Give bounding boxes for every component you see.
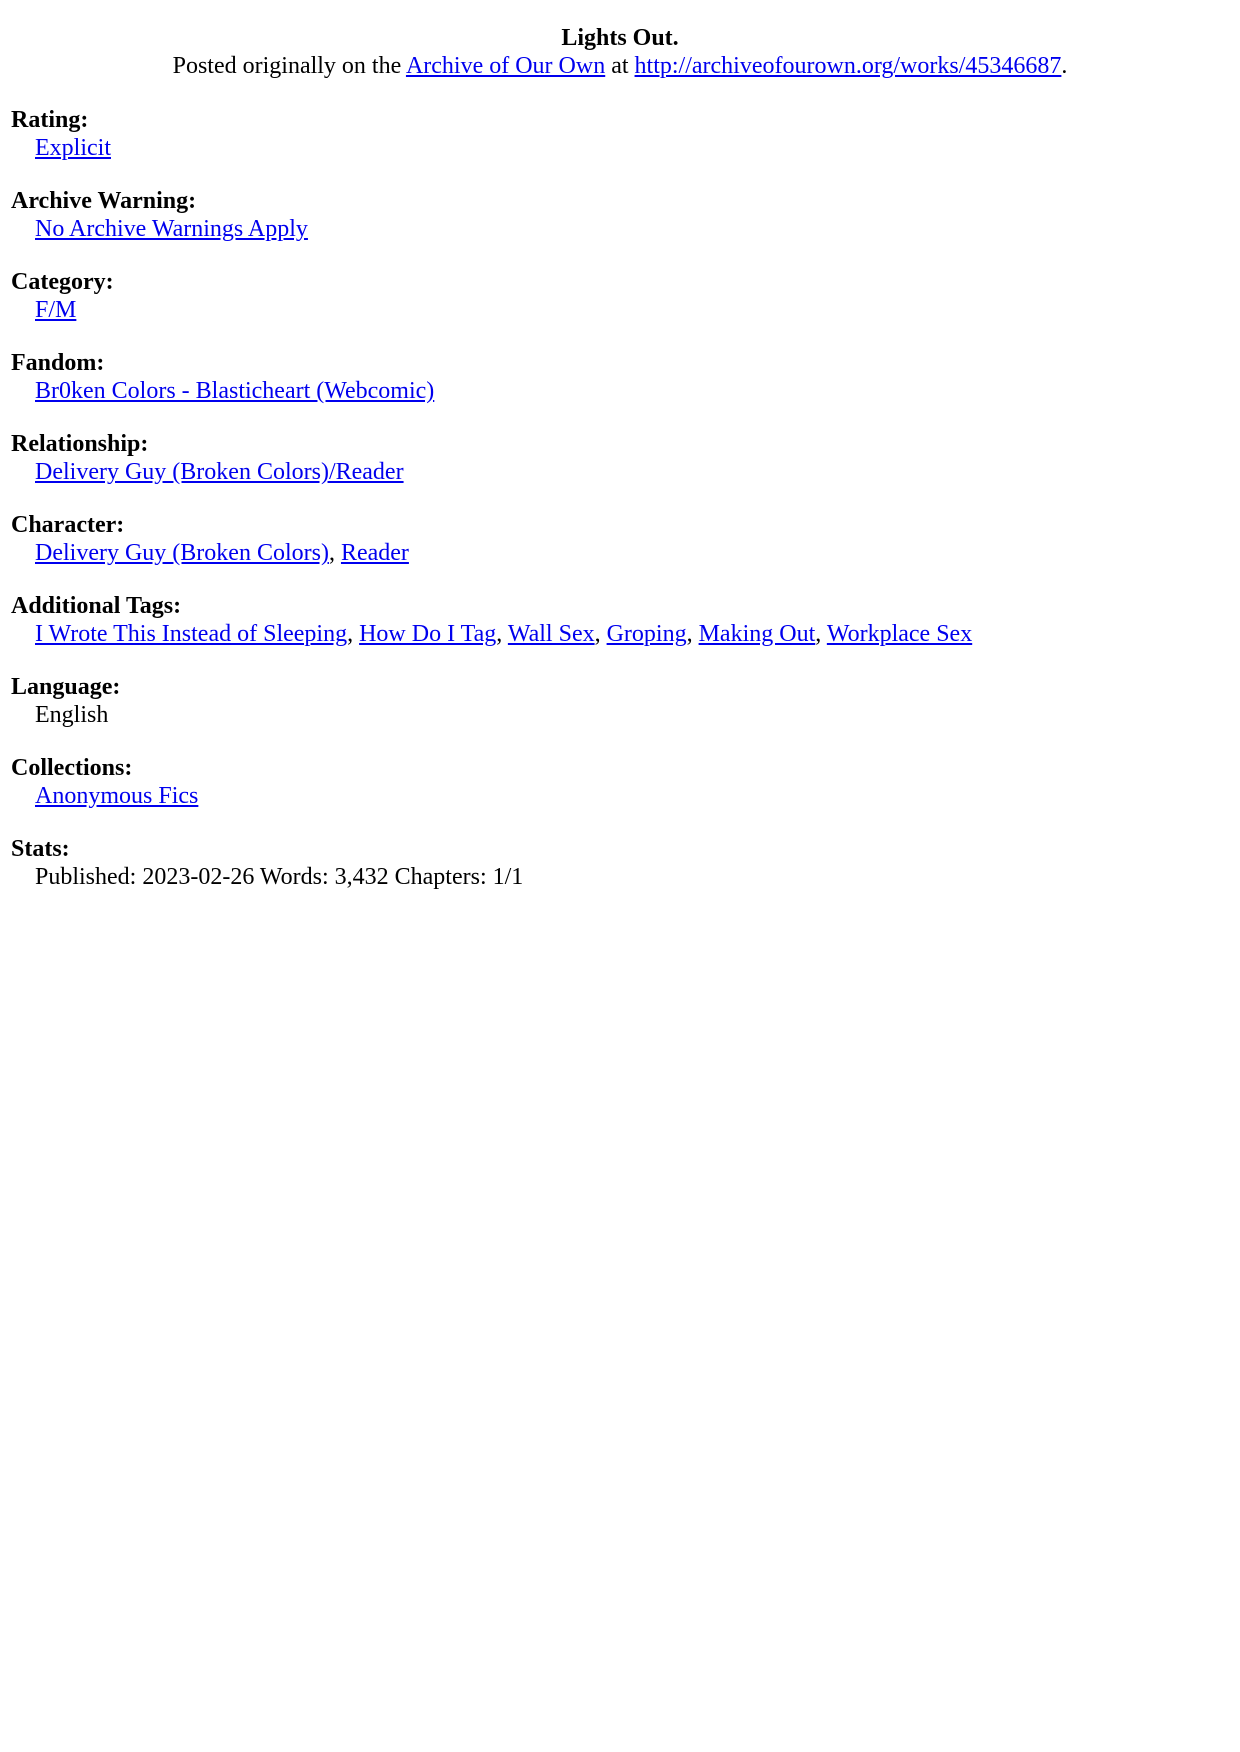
additional-tags-label: Additional Tags: bbox=[11, 593, 182, 619]
relationship-tag[interactable]: Delivery Guy (Broken Colors)/Reader bbox=[35, 459, 404, 485]
warning-value bbox=[11, 215, 1211, 243]
posted-middle: at bbox=[605, 53, 635, 79]
posted-prefix: Posted originally on the bbox=[172, 53, 406, 79]
relationship-value bbox=[11, 458, 1211, 486]
tag-separator: , bbox=[496, 621, 508, 647]
warning-label: Archive Warning: bbox=[11, 188, 197, 214]
fandom-label: Fandom: bbox=[11, 350, 105, 376]
fandom-field bbox=[11, 349, 1211, 405]
category-value bbox=[11, 296, 1211, 324]
relationship-field bbox=[11, 430, 1211, 486]
language-value: English bbox=[35, 702, 109, 728]
additional-tag[interactable]: Making Out bbox=[698, 621, 816, 647]
tag-separator: , bbox=[328, 540, 341, 566]
posted-suffix: . bbox=[1061, 53, 1068, 79]
posted-line bbox=[0, 52, 1240, 80]
collections-field bbox=[11, 754, 1211, 810]
stats-field bbox=[11, 835, 1211, 891]
work-metadata bbox=[11, 106, 1211, 916]
work-url-link[interactable]: http://archiveofourown.org/works/45346687 bbox=[634, 53, 1062, 79]
tag-separator: , bbox=[347, 621, 360, 647]
additional-tag[interactable]: Wall Sex bbox=[507, 621, 595, 647]
additional-tags-value bbox=[11, 620, 1211, 648]
category-label: Category: bbox=[11, 269, 114, 295]
stats-value: Published: 2023-02-26 Words: 3,432 Chapters: 1/1 bbox=[35, 864, 524, 890]
language-field bbox=[11, 673, 1211, 729]
character-field bbox=[11, 511, 1211, 567]
fandom-value bbox=[11, 377, 1211, 405]
additional-tags-field bbox=[11, 592, 1211, 648]
tag-separator: , bbox=[815, 621, 827, 647]
language-label: Language: bbox=[11, 674, 121, 700]
additional-tag[interactable]: Groping bbox=[606, 621, 687, 647]
relationship-label: Relationship: bbox=[11, 431, 149, 457]
warning-field bbox=[11, 187, 1211, 243]
character-tag[interactable]: Reader bbox=[340, 540, 409, 566]
additional-tag[interactable]: I Wrote This Instead of Sleeping bbox=[35, 621, 348, 647]
additional-tag[interactable]: How Do I Tag bbox=[359, 621, 497, 647]
tag-separator: , bbox=[686, 621, 699, 647]
collections-value bbox=[11, 782, 1211, 810]
work-title: Lights Out. bbox=[561, 25, 679, 51]
archive-link[interactable]: Archive of Our Own bbox=[405, 53, 606, 79]
character-value bbox=[11, 539, 1211, 567]
collection-tag[interactable]: Anonymous Fics bbox=[35, 783, 199, 809]
additional-tag[interactable]: Workplace Sex bbox=[826, 621, 973, 647]
collections-label: Collections: bbox=[11, 755, 133, 781]
character-tag[interactable]: Delivery Guy (Broken Colors) bbox=[35, 540, 329, 566]
rating-label: Rating: bbox=[11, 107, 89, 133]
category-field bbox=[11, 268, 1211, 324]
character-label: Character: bbox=[11, 512, 125, 538]
rating-field bbox=[11, 106, 1211, 162]
work-header bbox=[0, 24, 1240, 80]
stats-label: Stats: bbox=[11, 836, 70, 862]
rating-value bbox=[11, 134, 1211, 162]
category-tag[interactable]: F/M bbox=[35, 297, 77, 323]
warning-tag[interactable]: No Archive Warnings Apply bbox=[35, 216, 308, 242]
tag-separator: , bbox=[594, 621, 607, 647]
rating-tag[interactable]: Explicit bbox=[35, 135, 111, 161]
fandom-tag[interactable]: Br0ken Colors - Blasticheart (Webcomic) bbox=[35, 378, 435, 404]
